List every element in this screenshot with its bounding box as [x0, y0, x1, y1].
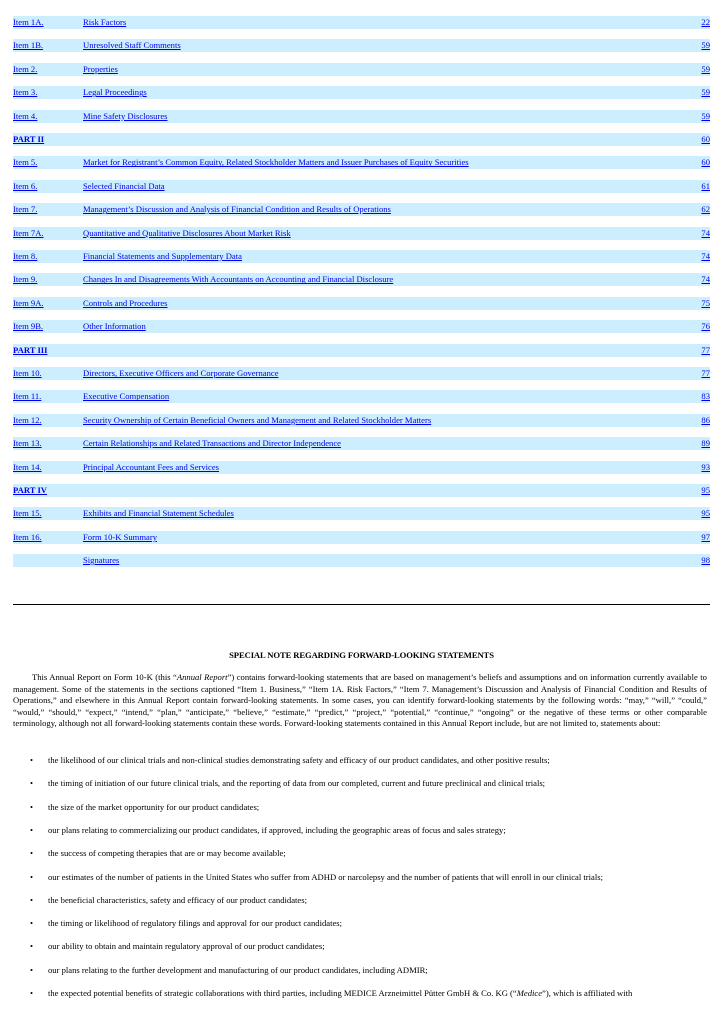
- toc-title-link[interactable]: Changes In and Disagreements With Accountants on Accounting and Financial Disclosure: [83, 274, 394, 285]
- bullet-dot-icon: •: [30, 894, 34, 905]
- bullet-text-start: the expected potential benefits of strategic collaborations with third parties, including MEDICE Arzneimittel Pütter GmbH & Co. KG (“: [48, 988, 517, 998]
- toc-title-link[interactable]: Controls and Procedures: [83, 297, 168, 308]
- toc-item-link[interactable]: Item 2.: [13, 63, 38, 74]
- toc-page-link[interactable]: 77: [701, 368, 710, 378]
- toc-item-link[interactable]: Item 9B.: [13, 321, 44, 332]
- toc-item-link[interactable]: Item 6.: [13, 180, 38, 191]
- bullet-text: the timing or likelihood of regulatory filings and approval for our product candidates;: [48, 918, 343, 929]
- toc-title-link[interactable]: Executive Compensation: [83, 391, 170, 402]
- bullet-text-end: ”), which is affiliated with: [542, 988, 633, 998]
- toc-part-row: [13, 484, 710, 497]
- toc-title-link[interactable]: Management’s Discussion and Analysis of Financial Condition and Results of Operations: [83, 204, 391, 215]
- toc-part-link[interactable]: PART II: [13, 134, 45, 144]
- toc-item-link[interactable]: Item 3.: [13, 87, 38, 98]
- toc-item-link[interactable]: Item 7.: [13, 204, 38, 215]
- toc-page-link[interactable]: 62: [701, 204, 710, 215]
- toc-title-link[interactable]: Security Ownership of Certain Beneficial Owners and Management and Related Stockholder Matters: [83, 414, 432, 425]
- toc-item-link[interactable]: Item 7A.: [13, 227, 44, 238]
- toc-row: [13, 367, 710, 380]
- toc-page-link[interactable]: 74: [701, 227, 710, 238]
- toc-title-link[interactable]: Financial Statements and Supplementary Data: [83, 251, 242, 261]
- toc-title-link[interactable]: Quantitative and Qualitative Disclosures About Market Risk: [83, 227, 291, 238]
- toc-item-link[interactable]: Item 9.: [13, 274, 38, 285]
- toc-row: [13, 86, 710, 99]
- toc-page-link[interactable]: 59: [701, 110, 710, 121]
- forward-looking-intro: [13, 672, 707, 730]
- toc-item-link[interactable]: Item 13.: [13, 438, 42, 449]
- bullet-text: the success of competing therapies that are or may become available;: [48, 848, 286, 859]
- bullet-text-italic: Medice: [516, 988, 543, 998]
- toc-title-link[interactable]: Directors, Executive Officers and Corporate Governance: [83, 368, 279, 378]
- toc-part-link[interactable]: PART III: [13, 344, 48, 355]
- intro-text-end: ”) contains forward-looking statements that are based on management’s beliefs and assumptions and on information currently available to management. Some of the statements in the sections captioned “Item 1. Business,” “Item 1A. Risk Factors,” “Item 7. Management’s Discussion and Analysis of Financial Condition and Results of Operations,” and elsewhere in this Annual Report contain forward-looking statements. In some cases, you can identify forward-looking statements by the following words: “may,” “will,” “could,” “would,” “should,” “expect,” “intend,” “plan,” “anticipate,” “believe,” “estimate,” “predict,” “project,” “potential,” “continue,” “ongoing” or the negative of these terms or other comparable terminology, although not all forward-looking statements contain these words. Forward-looking statements contained in this Annual Report include, but are not limited to, statements about:: [13, 672, 707, 728]
- toc-part-link[interactable]: PART IV: [13, 485, 47, 495]
- bullet-dot-icon: •: [30, 941, 34, 952]
- toc-page-link[interactable]: 86: [701, 414, 710, 425]
- bullet-text: our estimates of the number of patients in the United States who suffer from ADHD or narcolepsy and the number of patients that will enroll in our clinical trials;: [48, 871, 603, 882]
- toc-row: [13, 554, 710, 567]
- bullet-text: the beneficial characteristics, safety and efficacy of our product candidates;: [48, 894, 307, 905]
- section-divider: [13, 604, 710, 605]
- toc-row: [13, 227, 710, 240]
- toc-row: [13, 180, 710, 193]
- toc-item-link[interactable]: Item 15.: [13, 508, 42, 519]
- toc-page-link[interactable]: 98: [701, 555, 710, 566]
- bullet-text: [48, 987, 632, 999]
- toc-title-link[interactable]: Selected Financial Data: [83, 180, 165, 191]
- bullet-dot-icon: •: [30, 871, 34, 882]
- toc-title-link[interactable]: Signatures: [83, 555, 120, 566]
- toc-page-link[interactable]: 93: [701, 461, 710, 472]
- bullet-text: our plans relating to the further development and manufacturing of our product candidates, including ADMIR;: [48, 964, 428, 975]
- toc-page-link[interactable]: 60: [701, 134, 710, 144]
- toc-row: [13, 414, 710, 427]
- toc-part-row: [13, 133, 710, 146]
- toc-row: [13, 63, 710, 76]
- bullet-text: our ability to obtain and maintain regulatory approval of our product candidates;: [48, 941, 325, 952]
- toc-row: [13, 507, 710, 520]
- forward-looking-heading: SPECIAL NOTE REGARDING FORWARD-LOOKING STATEMENTS: [229, 650, 494, 660]
- toc-row: [13, 39, 710, 52]
- toc-page-link[interactable]: 77: [701, 344, 710, 355]
- toc-title-link[interactable]: Other Information: [83, 321, 146, 332]
- toc-item-link[interactable]: Item 9A.: [13, 297, 44, 308]
- bullet-text: the size of the market opportunity for our product candidates;: [48, 801, 260, 812]
- toc-page-link[interactable]: 59: [701, 87, 710, 98]
- toc-row: [13, 531, 710, 544]
- toc-page-link[interactable]: 22: [701, 17, 710, 27]
- toc-page-link[interactable]: 95: [701, 508, 710, 519]
- bullet-text: the likelihood of our clinical trials and non-clinical studies demonstrating safety and efficacy of our product candidates, and other positive results;: [48, 755, 550, 765]
- toc-title-link[interactable]: Mine Safety Disclosures: [83, 110, 168, 121]
- bullet-dot-icon: •: [30, 964, 34, 975]
- toc-row: [13, 320, 710, 333]
- intro-text-italic: Annual Report: [176, 672, 228, 682]
- bullet-dot-icon: •: [30, 988, 34, 998]
- toc-title-link[interactable]: Exhibits and Financial Statement Schedules: [83, 508, 234, 519]
- toc-row: [13, 461, 710, 474]
- toc-page-link[interactable]: 83: [701, 391, 710, 402]
- toc-page-link[interactable]: 76: [701, 321, 710, 332]
- bullet-dot-icon: •: [30, 755, 34, 765]
- toc-row: [13, 203, 710, 216]
- toc-row: [13, 16, 710, 29]
- toc-item-link[interactable]: Item 14.: [13, 461, 42, 472]
- toc-item-link[interactable]: Item 4.: [13, 110, 38, 121]
- toc-item-link[interactable]: Item 1A.: [13, 17, 44, 27]
- toc-row: [13, 297, 710, 310]
- intro-text-start: This Annual Report on Form 10-K (this “: [32, 672, 177, 682]
- toc-row: [13, 156, 710, 169]
- toc-title-link[interactable]: Market for Registrant’s Common Equity, Related Stockholder Matters and Issuer Purchases of Equity Securities: [83, 157, 469, 168]
- toc-page-link[interactable]: 59: [701, 40, 710, 51]
- toc-item-link[interactable]: Item 11.: [13, 391, 42, 402]
- toc-title-link[interactable]: Form 10-K Summary: [83, 531, 157, 542]
- toc-title-link[interactable]: Risk Factors: [83, 17, 127, 27]
- bullet-dot-icon: •: [30, 918, 34, 929]
- toc-page-link[interactable]: 89: [701, 438, 710, 449]
- toc-page-link[interactable]: 74: [701, 251, 710, 261]
- toc-item-link[interactable]: Item 12.: [13, 414, 42, 425]
- toc-page-link[interactable]: 59: [701, 63, 710, 74]
- toc-page-link[interactable]: 95: [701, 485, 710, 495]
- toc-page-link[interactable]: 61: [701, 180, 710, 191]
- bullet-dot-icon: •: [30, 801, 34, 812]
- toc-row: [13, 110, 710, 123]
- toc-item-link[interactable]: Item 16.: [13, 531, 42, 542]
- toc-row: [13, 273, 710, 286]
- toc-row: [13, 250, 710, 263]
- toc-item-link[interactable]: Item 8.: [13, 251, 38, 261]
- toc-title-link[interactable]: Unresolved Staff Comments: [83, 40, 181, 51]
- toc-title-link[interactable]: Principal Accountant Fees and Services: [83, 461, 220, 472]
- toc-title-link[interactable]: Properties: [83, 63, 118, 74]
- toc-item-link[interactable]: Item 1B.: [13, 40, 44, 51]
- toc-row: [13, 437, 710, 450]
- toc-page-link[interactable]: 74: [701, 274, 710, 285]
- toc-row: [13, 390, 710, 403]
- toc-title-link[interactable]: Certain Relationships and Related Transactions and Director Independence: [83, 438, 341, 449]
- toc-title-link[interactable]: Legal Proceedings: [83, 87, 147, 98]
- toc-item-link[interactable]: Item 10.: [13, 368, 42, 378]
- toc-page-link[interactable]: 75: [701, 297, 710, 308]
- toc-page-link[interactable]: 97: [701, 531, 710, 542]
- toc-page-link[interactable]: 60: [701, 157, 710, 168]
- bullet-text: our plans relating to commercializing our product candidates, if approved, including the geographic areas of focus and sales strategy;: [48, 824, 506, 835]
- toc-item-link[interactable]: Item 5.: [13, 157, 38, 168]
- bullet-dot-icon: •: [30, 778, 34, 789]
- toc-part-row: [13, 344, 710, 357]
- bullet-dot-icon: •: [30, 848, 34, 859]
- bullet-text: the timing of initiation of our future clinical trials, and the reporting of data from our completed, current and future preclinical and clinical trials;: [48, 778, 546, 789]
- bullet-dot-icon: •: [30, 824, 34, 835]
